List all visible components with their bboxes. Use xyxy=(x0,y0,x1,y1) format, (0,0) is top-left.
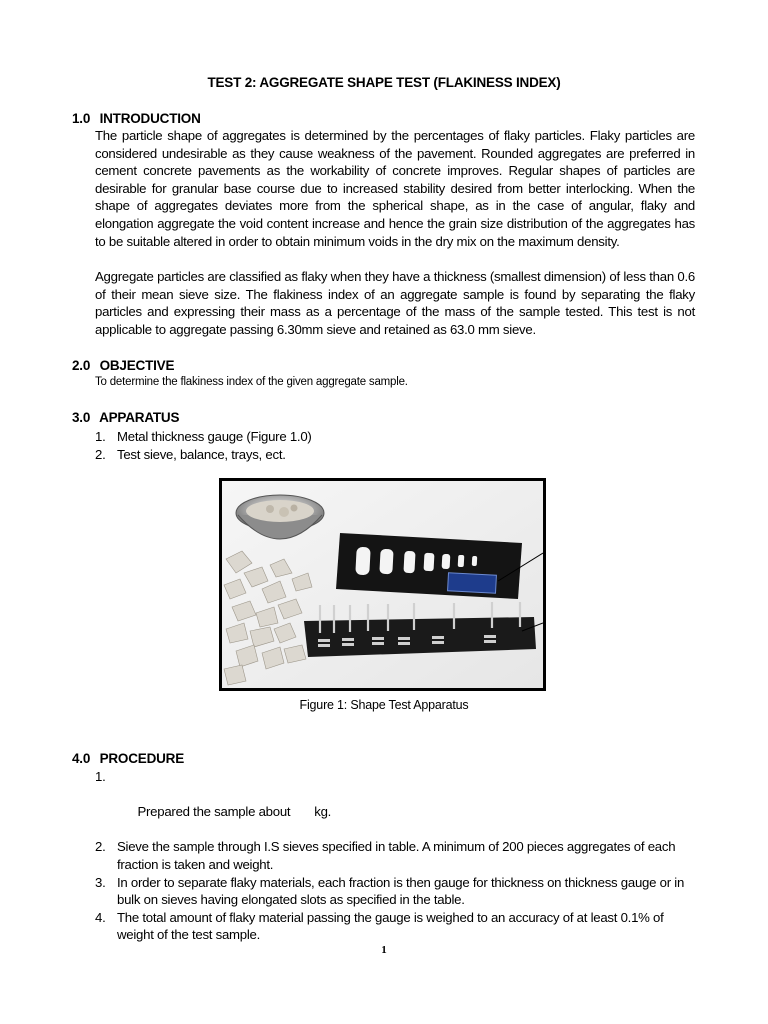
section-number: 2.0 xyxy=(72,358,91,373)
section-heading-text: APPARATUS xyxy=(99,410,180,425)
list-item-number: 2. xyxy=(95,839,106,855)
section-number: 3.0 xyxy=(72,410,91,425)
apparatus-photo xyxy=(219,478,546,691)
list-item xyxy=(95,909,695,944)
list-item-number: 2. xyxy=(95,446,106,462)
list-item xyxy=(95,768,695,838)
list-item xyxy=(95,838,695,873)
section-heading-text: OBJECTIVE xyxy=(99,358,175,373)
list-item-text: In order to separate flaky materials, each fraction is then gauge for thickness on thickness gauge or in bulk on sieves having elongated slots as specified in the table. xyxy=(117,874,685,908)
list-item-number: 1. xyxy=(95,429,106,444)
apparatus-heading xyxy=(72,410,179,425)
section-number: 1.0 xyxy=(72,111,91,126)
section-heading-text: INTRODUCTION xyxy=(99,111,201,126)
thickness-gauge xyxy=(336,533,522,599)
list-item-text: Metal thickness gauge (Figure 1.0) xyxy=(117,429,312,444)
page-number: 1 xyxy=(381,944,387,956)
apparatus-list xyxy=(95,428,695,463)
list-item xyxy=(95,874,695,909)
list-item-number: 4. xyxy=(95,909,106,925)
list-item-text: Prepared the sample about kg. xyxy=(137,804,332,820)
figure-caption: Figure 1: Shape Test Apparatus xyxy=(299,698,469,712)
list-item-text: Test sieve, balance, trays, ect. xyxy=(117,446,286,462)
introduction-heading xyxy=(72,111,201,126)
objective-text: To determine the flakiness index of the given aggregate sample. xyxy=(95,376,408,388)
procedure-heading xyxy=(72,751,184,766)
introduction-paragraph-2: Aggregate particles are classified as flaky when they have a thickness (smallest dimension) of less than 0.6 of their mean sieve size. The flakiness index of an aggregate sample is found by separating the flaky particles and expressing their mass as a percentage of the mass of the sample tested. This test is not applicable to aggregate passing 6.30mm sieve and retained as 63.0 mm sieve. xyxy=(95,269,695,337)
list-item-text: Sieve the sample through I.S sieves specified in table. A minimum of 200 pieces aggregates of each fraction is taken and weight. xyxy=(117,839,676,872)
procedure-list xyxy=(95,768,695,944)
apparatus-photo-illustration xyxy=(222,481,543,688)
list-item-text: The total amount of flaky material passing the gauge is weighed to an accuracy of at least 0.1% of weight of the test sample. xyxy=(117,909,664,943)
objective-heading xyxy=(72,358,174,373)
section-heading-text: PROCEDURE xyxy=(99,751,185,766)
list-item-number: 1. xyxy=(95,769,106,784)
introduction-paragraph-1: The particle shape of aggregates is determined by the percentages of flaky particles. Flaky particles are considered undesirable as they cause weakness of the pavement. Rounded aggregates are preferred in cement concrete pavements as the workability of concrete improves. Regular shapes of particles are desirable for granular base course due to increased stability desired from better interlocking. When the shape of aggregates deviates more from the spherical shape, as in the case of angular, flaky and elongation aggregate the void content increase and hence the grain size distribution of the aggregates has to be suitable altered in order to obtain minimum voids in the dry mix on the maximum density. xyxy=(95,128,695,249)
list-item xyxy=(95,428,695,446)
document-title: TEST 2: AGGREGATE SHAPE TEST (FLAKINESS INDEX) xyxy=(207,75,561,90)
section-number: 4.0 xyxy=(72,751,91,766)
list-item xyxy=(95,446,695,464)
list-item-number: 3. xyxy=(95,874,106,890)
